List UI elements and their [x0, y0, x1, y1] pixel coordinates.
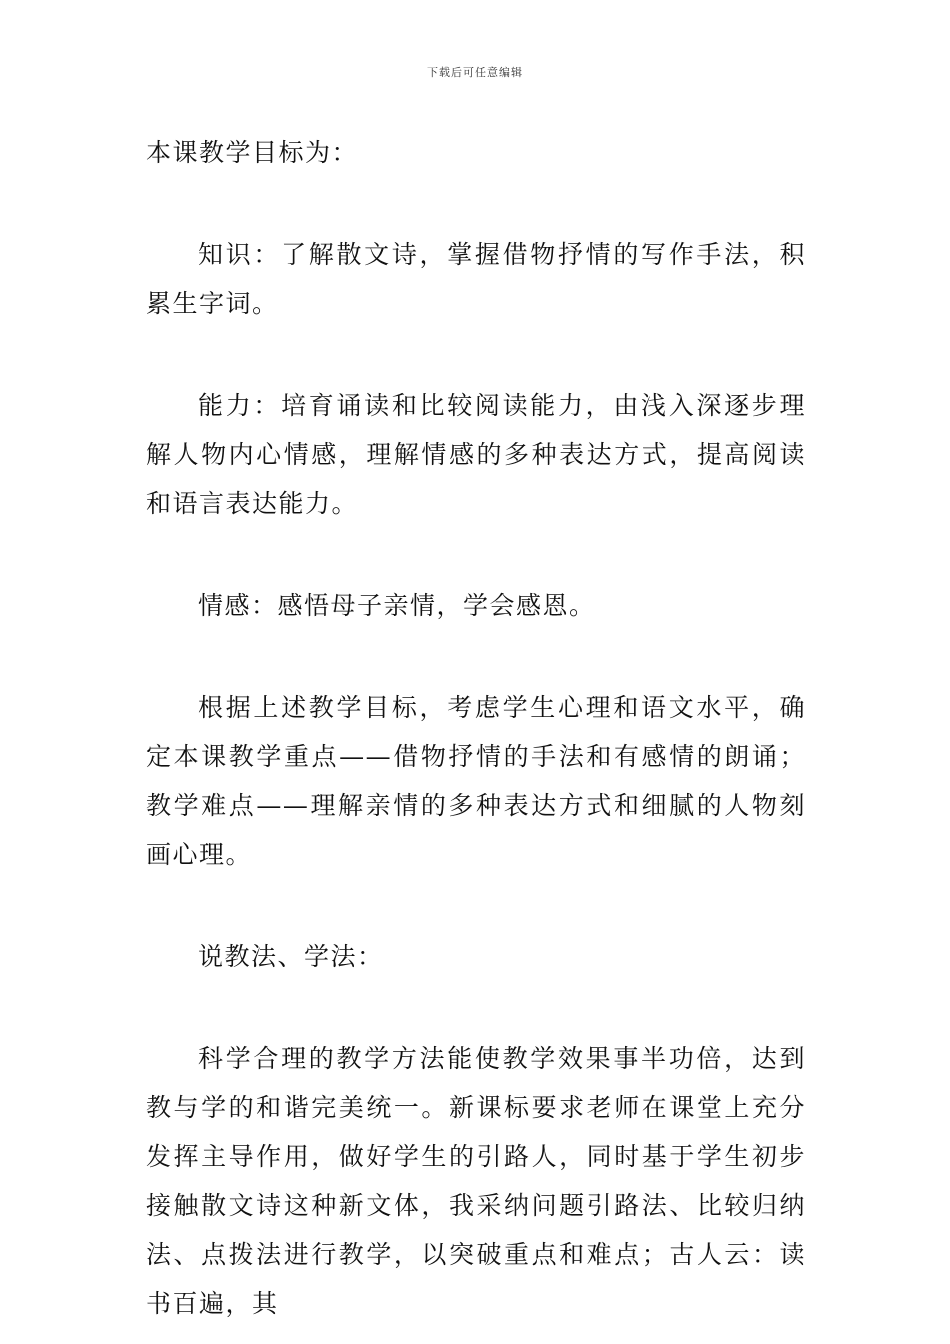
paragraph-emotion-goal: 情感：感悟母子亲情，学会感恩。	[198, 591, 596, 620]
paragraph-ability-goal: 能力：培育诵读和比较阅读能力，由浅入深逐步理解人物内心情感，理解情感的多种表达方式，提高阅读和语言表达能力。	[146, 391, 806, 518]
paragraph-objectives-intro: 本课教学目标为：	[146, 138, 359, 167]
paragraph-key-points: 根据上述教学目标，考虑学生心理和语文水平，确定本课教学重点——借物抒情的手法和有感情的朗诵；教学难点——理解亲情的多种表达方式和细腻的人物刻画心理。	[146, 693, 806, 869]
paragraph-methods-body: 科学合理的教学方法能使教学效果事半功倍，达到教与学的和谐完美统一。新课标要求老师在课堂上充分发挥主导作用，做好学生的引路人，同时基于学生初步接触散文诗这种新文体，我采纳问题引路法、比较归纳法、点拨法进行教学，以突破重点和难点；古人云：读书百遍，其	[146, 1044, 806, 1318]
page-header: 下载后可任意编辑	[427, 66, 523, 79]
paragraph-methods-heading: 说教法、学法：	[198, 942, 384, 971]
document-body	[146, 128, 806, 1328]
paragraph-knowledge-goal: 知识：了解散文诗，掌握借物抒情的写作手法，积累生字词。	[146, 240, 806, 318]
